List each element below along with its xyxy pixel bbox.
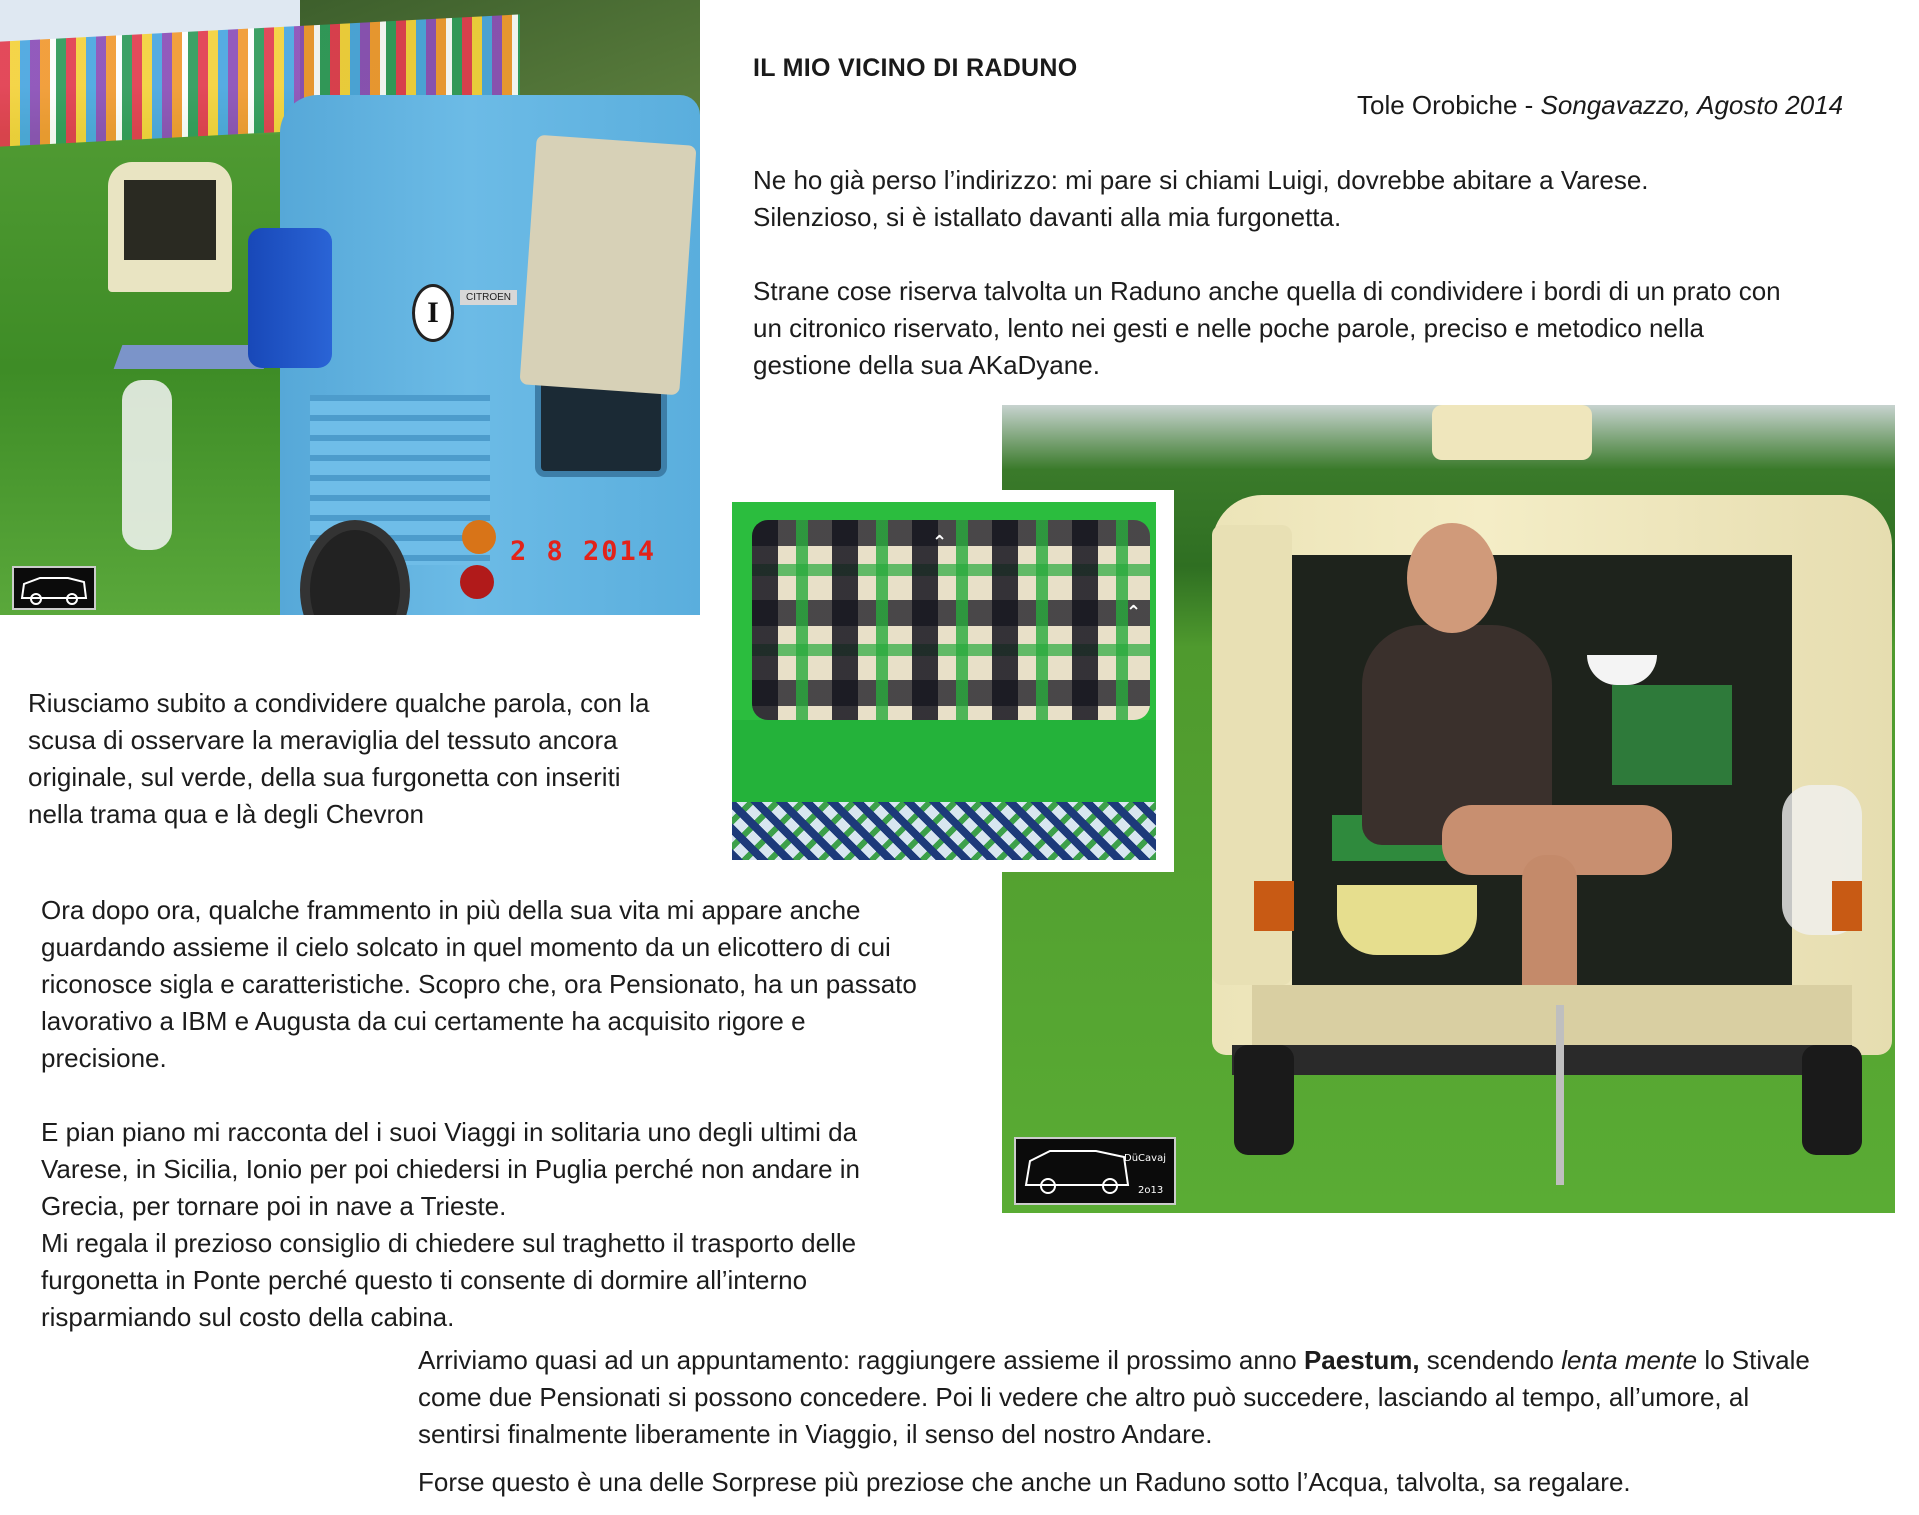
ducavaj-logo-icon	[1014, 1137, 1176, 1205]
text-line: guardando assieme il cielo solcato in quel momento da un elicottero di cui	[41, 932, 891, 962]
location-place: Tole Orobiche -	[1357, 90, 1541, 120]
chevron-icon: ⌃	[932, 532, 948, 552]
paragraph-fabric	[28, 685, 649, 833]
rally-number-badge: I	[412, 284, 454, 342]
text-line: Silenzioso, si è istallato davanti alla mia furgonetta.	[753, 202, 1342, 232]
text-line: riconosce sigla e caratteristiche. Scopro che, ora Pensionato, ha un passato	[41, 969, 917, 999]
van-wheel-right	[1802, 1045, 1862, 1155]
text-line: Ora dopo ora, qualche frammento in più della sua vita mi appare anche	[41, 895, 861, 925]
van-logo-icon	[12, 566, 96, 610]
yellow-basin	[1337, 885, 1477, 955]
closing-line: Forse questo è una delle Sorprese più preziose che anche un Raduno sotto l’Acqua, talvolta, sa regalare.	[418, 1467, 1631, 1497]
text-run: lo Stivale	[1697, 1345, 1810, 1375]
roof-box	[1432, 405, 1592, 460]
text-line: Grecia, per tornare poi in nave a Trieste.	[41, 1191, 507, 1221]
text-line: E pian piano mi racconta del i suoi Viaggi in solitaria uno degli ultimi da	[41, 1117, 858, 1147]
van-wheel-left	[1234, 1045, 1294, 1155]
text-run: Arriviamo quasi ad un appuntamento: raggiungere assieme il prossimo anno	[418, 1345, 1304, 1375]
text-line	[418, 1342, 1810, 1379]
text-line: Strane cose riserva talvolta un Raduno anche quella di condividere i bordi di un prato con	[753, 276, 1781, 306]
logo-name: DüCavaj	[1124, 1153, 1166, 1164]
tail-light-right	[1832, 881, 1862, 931]
plastic-bag	[122, 380, 172, 550]
photo-fabric	[732, 502, 1156, 860]
stand-pole	[1556, 1005, 1564, 1185]
water-cooler	[248, 228, 332, 368]
text-line: Ne ho già perso l’indirizzo: mi pare si chiami Luigi, dovrebbe abitare a Varese.	[753, 165, 1649, 195]
text-line: precisione.	[41, 1043, 167, 1073]
text-line: come due Pensionati si possono concedere. Poi li vedere che altro può succedere, lasciando al tempo, all’umore, al	[418, 1382, 1750, 1412]
text-line: originale, sul verde, della sua furgonetta con inseriti	[28, 762, 621, 792]
paestum-bold: Paestum,	[1303, 1345, 1420, 1375]
text-line: un citronico riservato, lento nei gesti e nelle poche parole, preciso e metodico nella	[753, 313, 1704, 343]
van-bumper	[1232, 1045, 1852, 1075]
date-stamp: 2 8 2014	[510, 536, 657, 567]
location-line	[1357, 90, 1843, 121]
article-title: IL MIO VICINO DI RADUNO	[753, 54, 1078, 82]
text-line: Varese, in Sicilia, Ionio per poi chiedersi in Puglia perché non andare in	[41, 1154, 861, 1184]
paragraph-travels	[41, 1114, 860, 1336]
lenta-mente-italic: lenta mente	[1561, 1345, 1698, 1375]
green-cabinet	[1612, 685, 1732, 785]
text-line: nella trama qua e là degli Chevron	[28, 799, 425, 829]
text-line: lavorativo a IBM e Augusta da cui certamente ha acquisito rigore e	[41, 1006, 806, 1036]
man-head	[1407, 523, 1497, 633]
paragraph-career	[41, 892, 917, 1077]
citroen-badge: CITROEN	[460, 290, 517, 305]
logo-year: 2o13	[1138, 1185, 1164, 1196]
text-line: furgonetta in Ponte perché questo ti consente di dormire all’interno	[41, 1265, 808, 1295]
text-line: scusa di osservare la meraviglia del tessuto ancora	[28, 725, 618, 755]
paragraph-raduno	[753, 273, 1781, 384]
text-line: gestione della sua AKaDyane.	[753, 350, 1100, 380]
green-panel	[732, 720, 1156, 810]
hanging-towel	[519, 135, 696, 396]
text-line: sentirsi finalmente liberamente in Viaggio, il senso del nostro Andare.	[418, 1419, 1213, 1449]
floor-fabric	[732, 802, 1156, 860]
chevron-icon: ⌃	[1126, 602, 1142, 622]
location-detail: Songavazzo, Agosto 2014	[1540, 90, 1844, 120]
text-line: Riusciamo subito a condividere qualche parola, con la	[28, 688, 650, 718]
text-line: Mi regala il prezioso consiglio di chiedere sul traghetto il trasporto delle	[41, 1228, 857, 1258]
paragraph-appointment	[418, 1342, 1810, 1453]
paragraph-intro	[753, 162, 1649, 236]
tail-light-left	[1254, 881, 1294, 931]
tail-light-red	[460, 565, 494, 599]
plaid-cushion	[752, 520, 1150, 720]
text-line: risparmiando sul costo della cabina.	[41, 1302, 455, 1332]
tail-light-orange	[462, 520, 496, 554]
photo-blue-van	[0, 0, 700, 615]
background-van-opening	[124, 180, 216, 260]
text-run: scendendo	[1419, 1345, 1562, 1375]
